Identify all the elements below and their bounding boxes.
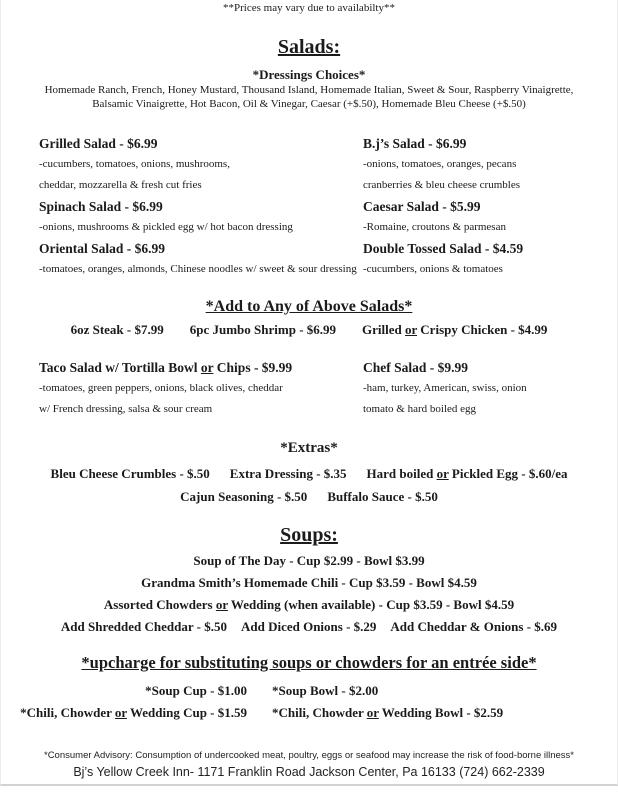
taco-chef-columns <box>1 357 617 420</box>
price-notice: **Prices may vary due to availabilty** <box>223 2 395 14</box>
menu-item-name: Caesar Salad - $5.99 <box>363 199 481 214</box>
addon-steak: 6oz Steak - $7.99 <box>70 322 164 337</box>
addon-chicken: Grilled or Crispy Chicken - $4.99 <box>362 322 548 337</box>
menu-item-name: Spinach Salad - $6.99 <box>39 199 163 214</box>
menu-item-desc: -cucumbers, onions & tomatoes <box>363 263 503 275</box>
menu-item-name: Chef Salad - $9.99 <box>363 360 469 375</box>
menu-item-desc: -Romaine, croutons & parmesan <box>363 221 506 233</box>
chef-column <box>363 357 579 420</box>
upcharge-heading: *upcharge for substituting soups or chowders for an entrée side* <box>81 653 537 672</box>
add-diced-onions: Add Diced Onions - $.29 <box>240 619 377 634</box>
salads-column-left <box>39 133 363 280</box>
menu-item-name: Double Tossed Salad - $4.59 <box>363 241 524 256</box>
menu-item-desc: -cucumbers, tomatoes, onions, mushrooms, <box>39 158 230 170</box>
extras-heading: *Extras* <box>280 440 338 456</box>
addon-shrimp: 6pc Jumbo Shrimp - $6.99 <box>189 322 337 337</box>
soup-of-the-day: Soup of The Day - Cup $2.99 - Bowl $3.99 <box>193 553 425 568</box>
extras-row-2 <box>1 488 617 506</box>
menu-item-name: Grilled Salad - $6.99 <box>39 136 158 151</box>
assorted-chowders: Assorted Chowders or Wedding (when available) - Cup $3.59 - Bowl $4.59 <box>103 597 515 612</box>
menu-item-desc: cheddar, mozzarella & fresh cut fries <box>39 179 202 191</box>
soups-heading: Soups: <box>280 524 338 546</box>
addons-row <box>1 321 617 339</box>
taco-column <box>39 357 363 420</box>
salads-columns <box>1 133 617 280</box>
extra-buffalo: Buffalo Sauce - $.50 <box>327 489 438 504</box>
upcharge-soup-cup: *Soup Cup - $1.00 <box>145 683 247 698</box>
restaurant-address: Bj’s Yellow Creek Inn- 1171 Franklin Road Jackson Center, Pa 16133 (724) 662-2339 <box>73 765 545 779</box>
menu-item-desc: tomato & hard boiled egg <box>363 403 477 415</box>
extra-dressing: Extra Dressing - $.35 <box>229 466 347 481</box>
extra-bleu-cheese: Bleu Cheese Crumbles - $.50 <box>50 466 210 481</box>
menu-item-name: Taco Salad w/ Tortilla Bowl or Chips - $9.99 <box>39 360 293 375</box>
upcharge-chili-bowl: *Chili, Chowder or Wedding Bowl - $2.59 <box>272 705 504 720</box>
extras-row-1 <box>1 465 617 483</box>
menu-item-desc: w/ French dressing, salsa & sour cream <box>39 403 213 415</box>
upcharge-soup-bowl: *Soup Bowl - $2.00 <box>272 683 379 698</box>
salads-column-right <box>363 133 579 280</box>
soups-list <box>1 550 617 638</box>
soup-addons-row <box>1 616 617 638</box>
upcharge-chili-cup: *Chili, Chowder or Wedding Cup - $1.59 <box>20 705 247 720</box>
menu-item-desc: cranberries & bleu cheese crumbles <box>363 179 520 191</box>
add-cheddar-onions: Add Cheddar & Onions - $.69 <box>390 619 558 634</box>
upcharge-table <box>1 680 617 724</box>
consumer-advisory: *Consumer Advisory: Consumption of undercooked meat, poultry, eggs or seafood may increase the risk of food-borne illness* <box>44 750 574 761</box>
menu-item-desc: -tomatoes, green peppers, onions, black olives, cheddar <box>39 382 283 394</box>
extra-egg: Hard boiled or Pickled Egg - $.60/ea <box>366 466 568 481</box>
add-shredded-cheddar: Add Shredded Cheddar - $.50 <box>60 619 227 634</box>
addons-heading: *Add to Any of Above Salads* <box>205 298 413 315</box>
dressings-title: *Dressings Choices* <box>252 67 366 82</box>
salads-heading: Salads: <box>277 36 341 58</box>
menu-item-desc: -onions, mushrooms & pickled egg w/ hot bacon dressing <box>39 221 293 233</box>
dressings-list-line1: Homemade Ranch, French, Honey Mustard, Thousand Island, Homemade Italian, Sweet & Sour, Raspberry Vinaigrette, <box>44 84 574 96</box>
menu-item-desc: -onions, tomatoes, oranges, pecans <box>363 158 517 170</box>
extra-cajun: Cajun Seasoning - $.50 <box>180 489 308 504</box>
menu-item-desc: -ham, turkey, American, swiss, onion <box>363 382 527 394</box>
menu-item-name: Oriental Salad - $6.99 <box>39 241 166 256</box>
grandma-chili: Grandma Smith’s Homemade Chili - Cup $3.59 - Bowl $4.59 <box>141 575 477 590</box>
menu-item-desc: -tomatoes, oranges, almonds, Chinese noodles w/ sweet & sour dressing <box>39 263 357 275</box>
menu-item-name: B.j’s Salad - $6.99 <box>363 136 467 151</box>
dressings-list-line2: Balsamic Vinaigrette, Hot Bacon, Oil & Vinegar, Caesar (+$.50), Homemade Bleu Cheese (+$.50) <box>92 98 526 110</box>
